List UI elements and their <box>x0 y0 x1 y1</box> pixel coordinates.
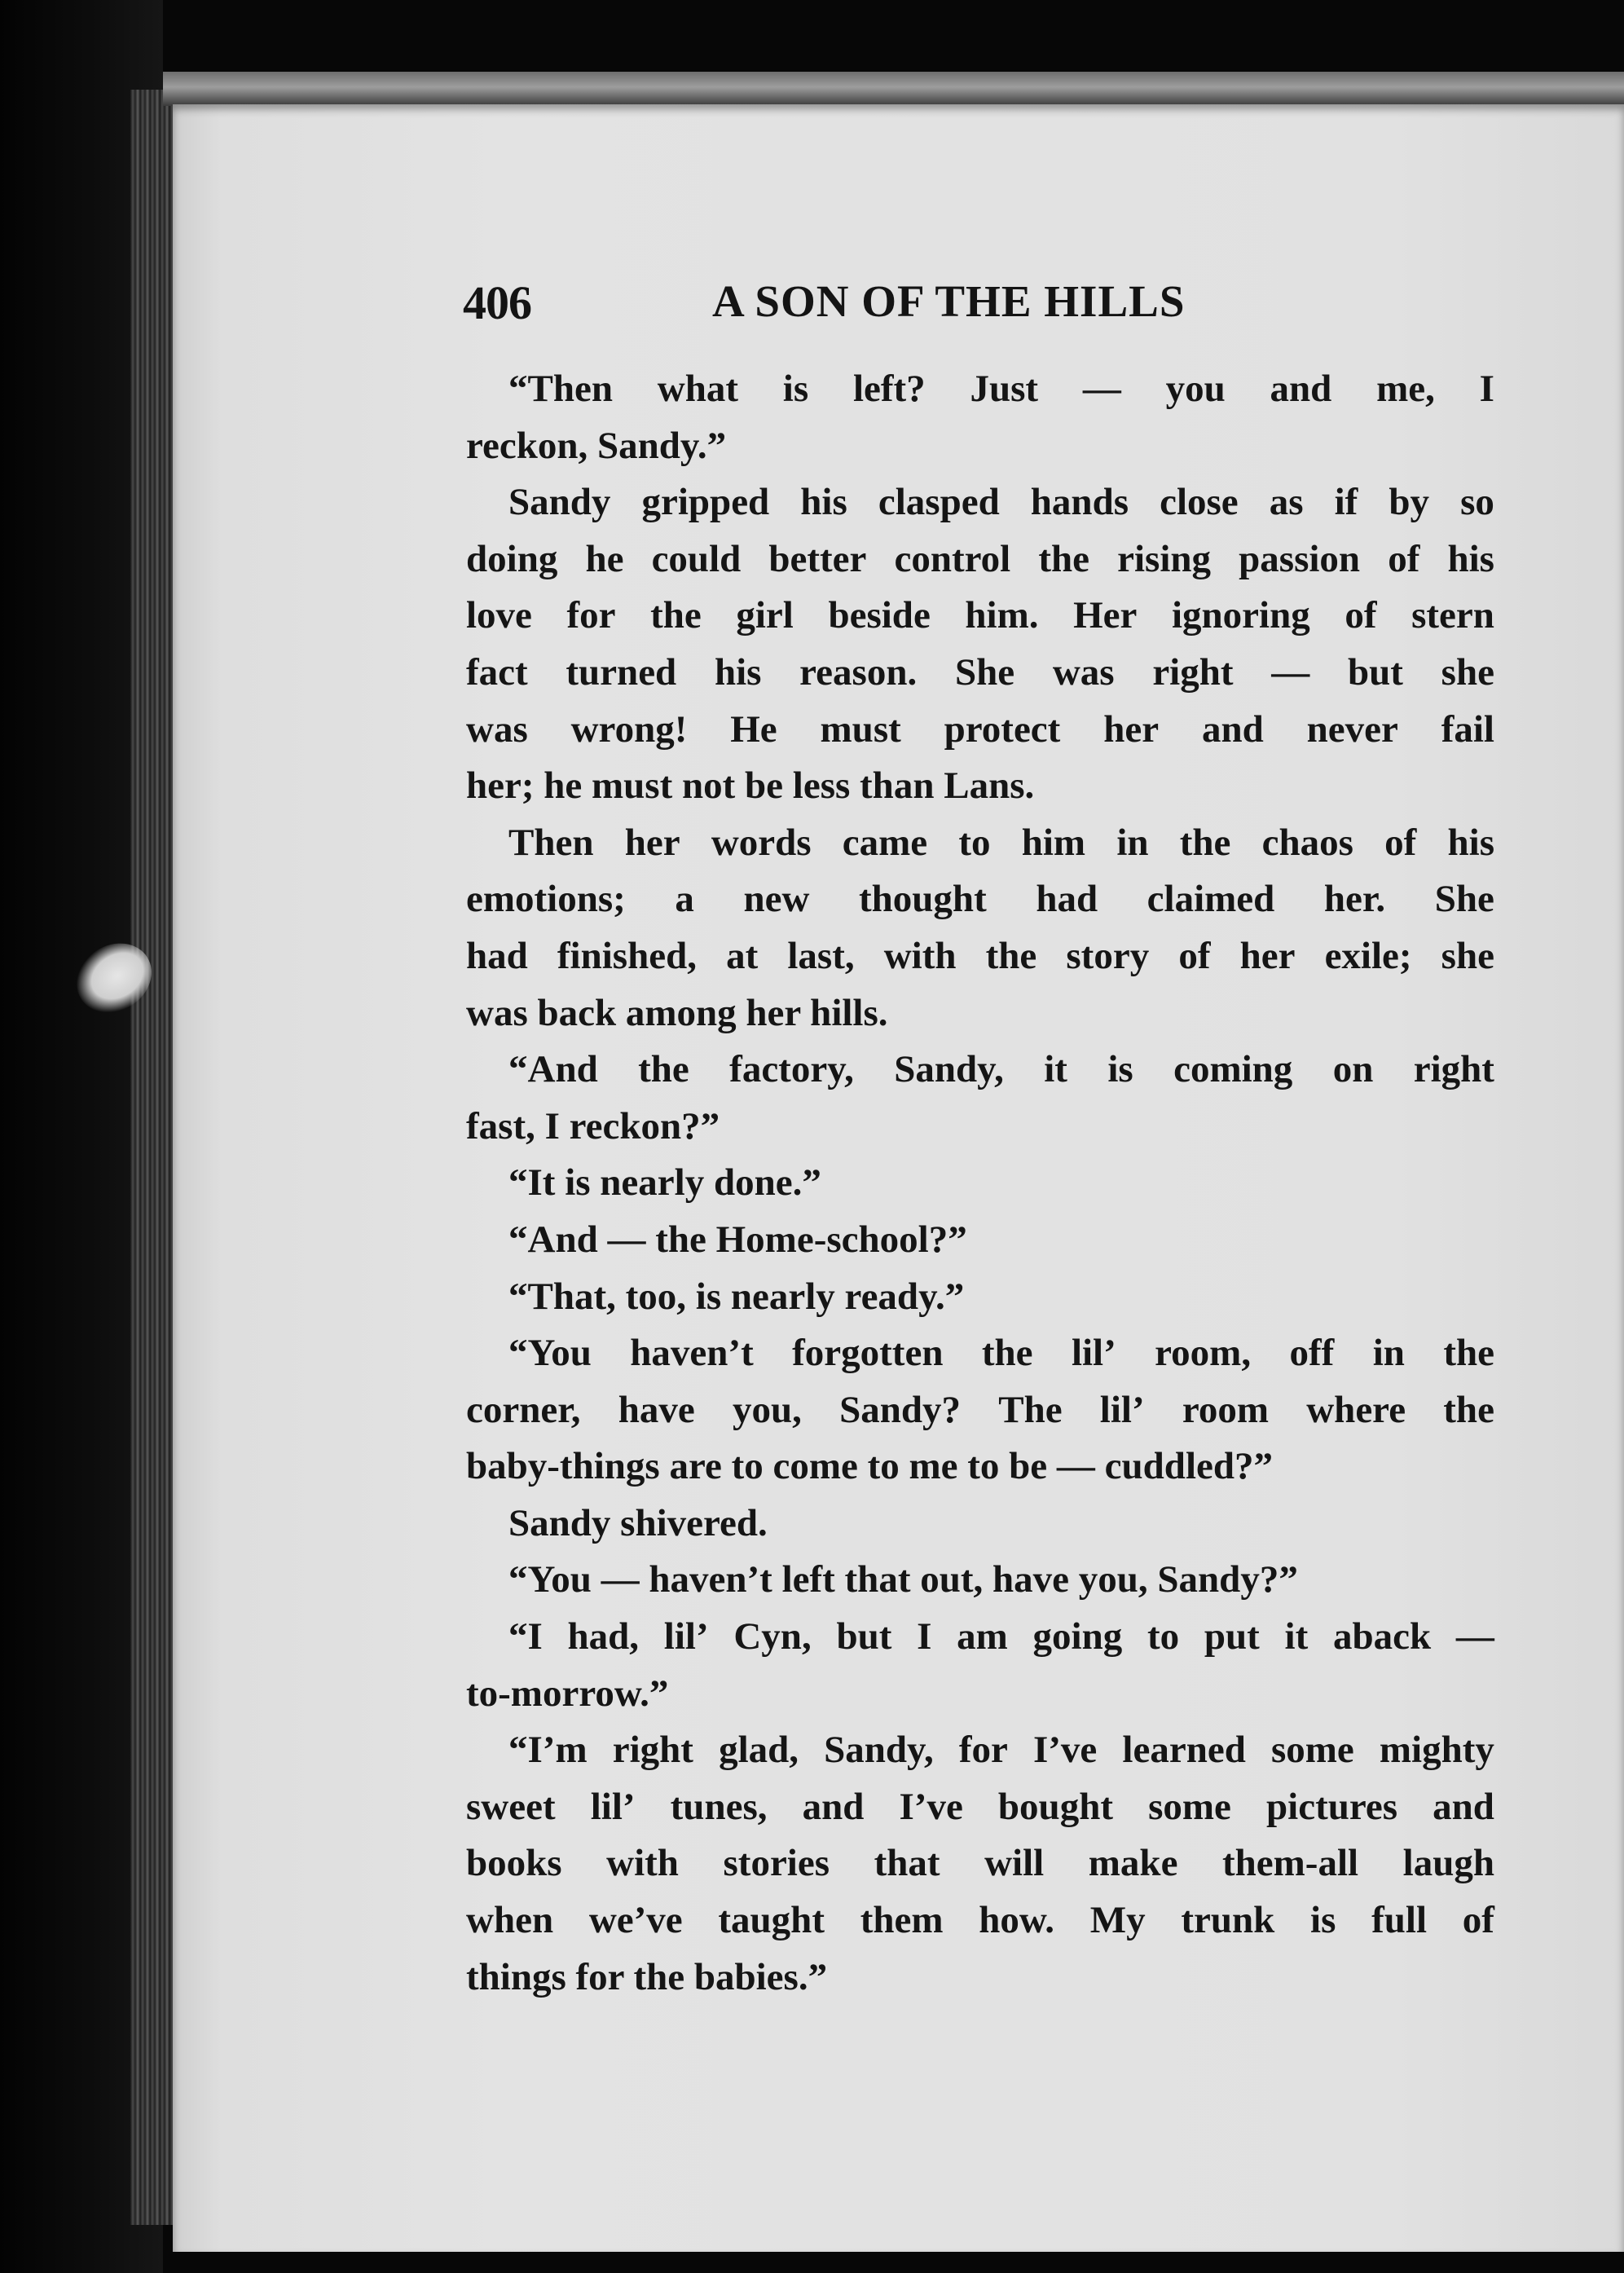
text-line: when we’ve taught them how. My trunk is full of <box>466 1899 1494 1942</box>
text-line: was wrong! He must protect her and never fail <box>466 707 1494 751</box>
text-line: “You — haven’t left that out, have you, Sandy?” <box>508 1558 1298 1601</box>
body-text <box>466 361 1494 2006</box>
text-line: had finished, at last, with the story of her exile; she <box>466 934 1494 977</box>
text-line: Sandy gripped his clasped hands close as if by so <box>508 481 1494 524</box>
text-line: sweet lil’ tunes, and I’ve bought some pictures and <box>466 1785 1494 1828</box>
text-line: fact turned his reason. She was right — but she <box>466 650 1494 694</box>
text-line: was back among her hills. <box>466 991 888 1034</box>
text-line: “You haven’t forgotten the lil’ room, off in the <box>508 1332 1494 1375</box>
text-line: books with stories that will make them-all laugh <box>466 1842 1494 1885</box>
text-line: corner, have you, Sandy? The lil’ room where the <box>466 1388 1494 1431</box>
text-line: “And — the Home-school?” <box>508 1218 967 1261</box>
text-line: “And the factory, Sandy, it is coming on right <box>508 1048 1494 1091</box>
text-line: reckon, Sandy.” <box>466 424 727 467</box>
text-line: Then her words came to him in the chaos of his <box>508 821 1494 864</box>
page-top-edge <box>163 72 1624 106</box>
text-line: love for the girl beside him. Her ignoring of stern <box>466 594 1494 637</box>
text-line: her; he must not be less than Lans. <box>466 764 1035 808</box>
text-line: “That, too, is nearly ready.” <box>508 1275 965 1318</box>
text-line: “It is nearly done.” <box>508 1161 821 1205</box>
page-header <box>463 275 1286 349</box>
text-line: “I had, lil’ Cyn, but I am going to put it aback — <box>508 1615 1494 1658</box>
text-line: “Then what is left? Just — you and me, I <box>508 368 1494 410</box>
text-line: emotions; a new thought had claimed her. She <box>466 878 1494 921</box>
text-line: “I’m right glad, Sandy, for I’ve learned some mighty <box>508 1729 1494 1772</box>
page-number: 406 <box>463 276 531 329</box>
running-title: A SON OF THE HILLS <box>712 276 1186 326</box>
text-line: to-morrow.” <box>466 1672 669 1715</box>
text-line: baby-things are to come to me to be — cuddled?” <box>466 1445 1274 1488</box>
text-line: things for the babies.” <box>466 1955 828 1998</box>
text-line: Sandy shivered. <box>508 1501 768 1544</box>
text-line: doing he could better control the rising passion of his <box>466 537 1494 580</box>
text-line: fast, I reckon?” <box>466 1104 720 1148</box>
